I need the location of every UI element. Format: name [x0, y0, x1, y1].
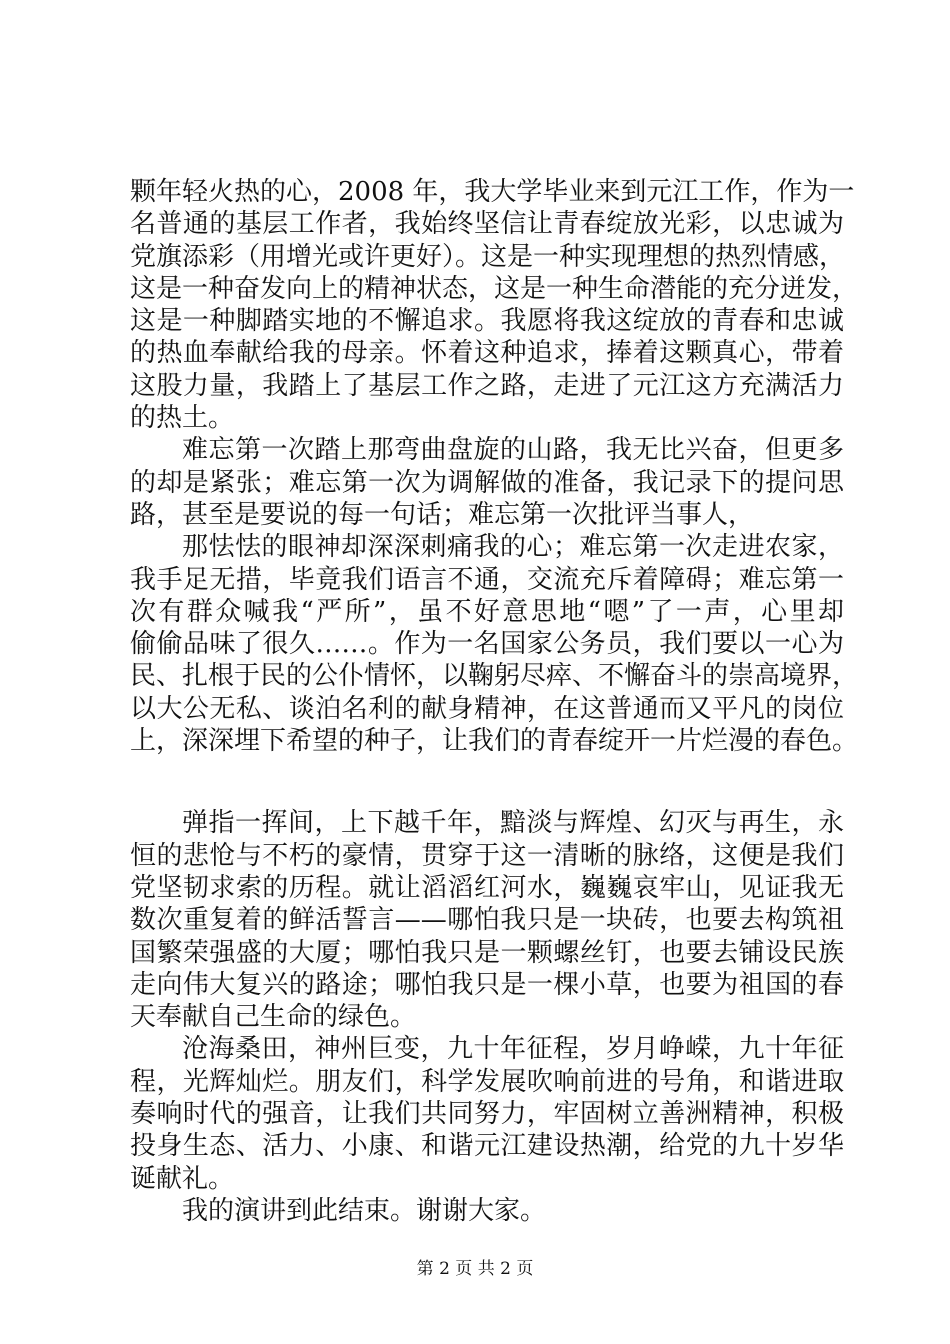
text-line: 那怯怯的眼神却深深刺痛我的心；难忘第一次走进农家， — [182, 532, 844, 563]
text-line: 党坚韧求索的历程。就让滔滔红河水，巍巍哀牢山，见证我无 — [130, 872, 844, 903]
text-line: 国繁荣强盛的大厦；哪怕我只是一颗螺丝钉，也要去铺设民族 — [130, 937, 844, 968]
text-line: 这股力量，我踏上了基层工作之路，走进了元江这方充满活力 — [130, 370, 844, 401]
text-line: 颗年轻火热的心，2008 年，我大学毕业来到元江工作，作为一 — [130, 177, 855, 207]
text-line: 数次重复着的鲜活誓言——哪怕我只是一块砖，也要去构筑祖 — [130, 905, 844, 936]
document-body — [130, 176, 859, 1227]
paragraph — [130, 1195, 844, 1227]
paragraph — [130, 807, 844, 1033]
text-line: 名普通的基层工作者，我始终坚信让青春绽放光彩，以忠诚为 — [130, 209, 844, 240]
paragraph-gap — [130, 757, 844, 807]
text-line: 的热土。 — [130, 403, 235, 434]
text-line: 这是一种奋发向上的精神状态，这是一种生命潜能的充分迸发， — [130, 273, 859, 304]
paragraph — [130, 434, 844, 531]
text-line: 偷偷品味了很久……。作为一名国家公务员，我们要以一心为 — [130, 629, 844, 660]
text-line: 我手足无措，毕竟我们语言不通，交流充斥着障碍；难忘第一 — [130, 564, 844, 595]
text-line: 次有群众喊我“严所”，虽不好意思地“嗯”了一声，心里却 — [130, 596, 844, 627]
text-line: 投身生态、活力、小康、和谐元江建设热潮，给党的九十岁华 — [130, 1131, 844, 1162]
text-line: 诞献礼。 — [130, 1163, 235, 1194]
text-line: 难忘第一次踏上那弯曲盘旋的山路，我无比兴奋，但更多 — [182, 435, 844, 466]
text-line: 路，甚至是要说的每一句话；难忘第一次批评当事人， — [130, 499, 755, 530]
paragraph — [130, 1033, 844, 1194]
text-line: 上，深深埋下希望的种子，让我们的青春绽开一片烂漫的春色。 — [130, 726, 859, 757]
text-line: 沧海桑田，神州巨变，九十年征程，岁月峥嵘，九十年征 — [182, 1034, 844, 1065]
text-line: 以大公无私、谈泊名利的献身精神，在这普通而又平凡的岗位 — [130, 693, 844, 724]
text-line: 的热血奉献给我的母亲。怀着这种追求，捧着这颗真心，带着 — [130, 338, 844, 369]
paragraph — [130, 531, 859, 757]
text-line: 的却是紧张；难忘第一次为调解做的准备，我记录下的提问思 — [130, 467, 844, 498]
paragraph — [130, 176, 859, 434]
text-line: 程，光辉灿烂。朋友们，科学发展吹响前进的号角，和谐进取 — [130, 1066, 844, 1097]
text-line: 弹指一挥间，上下越千年，黯淡与辉煌、幻灭与再生，永 — [182, 808, 844, 839]
text-line: 民、扎根于民的公仆情怀，以鞠躬尽瘁、不懈奋斗的崇高境界， — [130, 661, 859, 692]
text-line: 走向伟大复兴的路途；哪怕我只是一棵小草，也要为祖国的春 — [130, 969, 844, 1000]
text-line: 恒的悲怆与不朽的豪情，贯穿于这一清晰的脉络，这便是我们 — [130, 840, 844, 871]
page-footer: 第 2 页 共 2 页 — [416, 1259, 534, 1279]
text-line: 党旗添彩（用增光或许更好）。这是一种实现理想的热烈情感， — [130, 241, 846, 272]
text-line: 奏响时代的强音，让我们共同努力，牢固树立善洲精神，积极 — [130, 1099, 844, 1130]
text-line: 这是一种脚踏实地的不懈追求。我愿将我这绽放的青春和忠诚 — [130, 306, 844, 337]
text-line: 我的演讲到此结束。谢谢大家。 — [182, 1195, 547, 1226]
text-line: 天奉献自己生命的绿色。 — [130, 1002, 417, 1033]
